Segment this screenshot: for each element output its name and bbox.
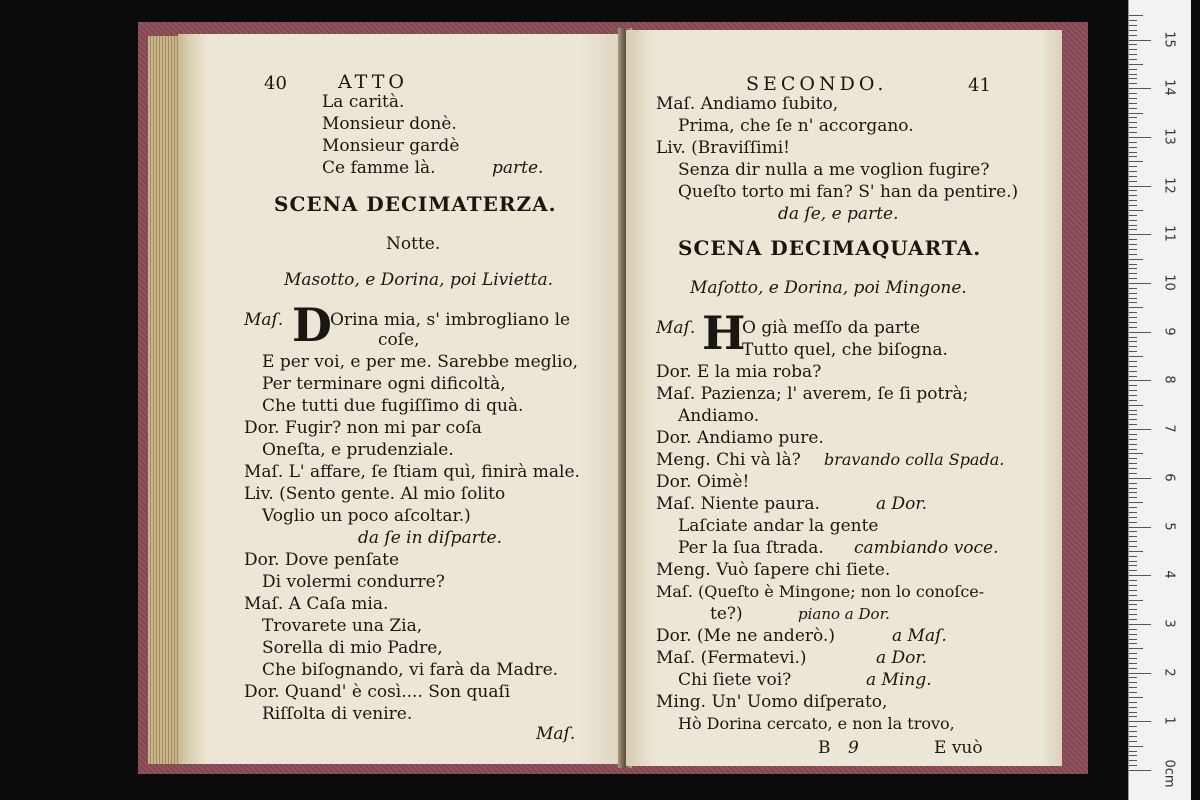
ruler-tick	[1129, 565, 1137, 566]
ruler-tick	[1129, 356, 1143, 357]
ruler-tick	[1129, 264, 1137, 265]
text-line: Che biſognando, vi farà da Madre.	[262, 660, 559, 680]
ruler-tick	[1129, 687, 1137, 688]
text-line: Dor. Quand' è così.... Son quaſi	[244, 682, 511, 702]
text-line: Hò Dorina cercato, e non la trovo,	[678, 714, 955, 733]
text-line: La carità.	[322, 92, 405, 112]
ruler-tick	[1129, 760, 1137, 761]
ruler-tick	[1129, 74, 1137, 75]
ruler-tick	[1129, 517, 1137, 518]
ruler-tick	[1129, 561, 1137, 562]
ruler-tick	[1129, 30, 1137, 31]
page-edges	[148, 36, 180, 764]
text-line: Meng. Vuò ſapere chi ſiete.	[656, 560, 891, 580]
ruler-tick	[1129, 551, 1143, 552]
ruler-tick	[1129, 312, 1137, 313]
ruler-tick	[1129, 609, 1137, 610]
ruler-tick	[1129, 751, 1137, 752]
ruler-tick	[1129, 268, 1137, 269]
text-line: Per terminare ogni dificoltà,	[262, 374, 506, 394]
ruler-tick	[1129, 629, 1137, 630]
ruler-tick	[1129, 380, 1151, 381]
ruler-number: 9	[1161, 327, 1177, 336]
ruler-tick	[1129, 677, 1137, 678]
ruler-tick	[1129, 113, 1143, 114]
ruler-tick	[1129, 726, 1137, 727]
ruler-tick	[1129, 215, 1137, 216]
ruler-tick	[1129, 88, 1151, 89]
ruler-tick	[1129, 176, 1137, 177]
text-line: Queſto torto mi fan? S' han da pentire.)	[678, 182, 1019, 202]
drop-cap: H	[702, 306, 746, 360]
ruler-tick	[1129, 108, 1137, 109]
ruler-tick	[1129, 643, 1137, 644]
ruler-tick	[1129, 302, 1137, 303]
ruler-tick	[1129, 298, 1137, 299]
ruler-tick	[1129, 195, 1137, 196]
stage-direction: a Dor.	[876, 648, 928, 668]
ruler-tick	[1129, 283, 1151, 284]
ruler-tick	[1129, 488, 1137, 489]
scene-note: Notte.	[386, 234, 441, 254]
ruler-tick	[1129, 410, 1137, 411]
ruler-tick	[1129, 721, 1151, 722]
ruler-tick	[1129, 639, 1137, 640]
ruler-tick	[1129, 604, 1137, 605]
ruler-number: 15	[1161, 30, 1177, 48]
ruler-tick	[1129, 332, 1151, 333]
ruler-tick	[1129, 483, 1137, 484]
ruler-tick	[1129, 181, 1137, 182]
ruler-tick	[1129, 741, 1137, 742]
ruler-tick	[1129, 293, 1137, 294]
ruler-tick	[1129, 453, 1143, 454]
ruler-number: 3	[1161, 619, 1177, 628]
ruler-tick	[1129, 288, 1137, 289]
text-line: Dor. E la mia roba?	[656, 362, 822, 382]
text-line: Monsieur donè.	[322, 114, 457, 134]
scene-title: SCENA DECIMATERZA.	[274, 192, 557, 216]
text-line: coſe,	[378, 330, 420, 350]
text-line: Maſ. L' affare, ſe ſtiam quì, finirà male.	[244, 462, 580, 482]
ruler-tick	[1129, 556, 1137, 557]
stage-direction: parte.	[492, 158, 544, 178]
ruler-tick	[1129, 444, 1137, 445]
ruler-tick	[1129, 190, 1137, 191]
ruler-number: 8	[1161, 375, 1177, 385]
ruler-tick	[1129, 478, 1151, 479]
ruler-tick	[1129, 473, 1137, 474]
ruler-tick	[1129, 658, 1137, 659]
ruler-tick	[1129, 755, 1137, 756]
scene-title: SCENA DECIMAQUARTA.	[678, 236, 982, 260]
ruler-tick	[1129, 225, 1137, 226]
ruler-tick	[1129, 69, 1137, 70]
ruler-number: 10	[1161, 274, 1177, 291]
ruler-tick	[1129, 54, 1137, 55]
text-line: Dor. (Me ne anderò.)	[656, 626, 835, 646]
text-line: Riſſolta di venire.	[262, 704, 413, 724]
text-line: Meng. Chi và là?	[656, 450, 801, 470]
ruler-tick	[1129, 98, 1137, 99]
stage-direction: cambiando voce.	[854, 538, 999, 558]
ruler-tick	[1129, 673, 1151, 674]
ruler-tick	[1129, 25, 1137, 26]
ruler-number: 4	[1161, 570, 1177, 579]
text-line: Che tutti due fugiſſimo di quà.	[262, 396, 524, 416]
text-line: Senza dir nulla a me voglion fugire?	[678, 160, 990, 180]
ruler-number: 1	[1161, 716, 1177, 725]
ruler-tick	[1129, 697, 1143, 698]
ruler-tick	[1129, 122, 1137, 123]
ruler-tick	[1129, 449, 1137, 450]
ruler-tick	[1129, 419, 1137, 420]
ruler-tick	[1129, 385, 1137, 386]
ruler-tick	[1129, 536, 1137, 537]
ruler-tick	[1129, 575, 1151, 576]
left-page	[178, 34, 624, 764]
text-line: Sorella di mio Padre,	[262, 638, 443, 658]
speaker: Maſ.	[244, 310, 284, 330]
ruler-tick	[1129, 205, 1137, 206]
ruler-tick	[1129, 132, 1137, 133]
ruler-tick	[1129, 117, 1137, 118]
ruler-number: 7	[1161, 424, 1177, 433]
scene-characters: Masotto, e Dorina, poi Livietta.	[284, 270, 553, 290]
catchword: E vuò	[934, 738, 983, 758]
text-line: Dor. Fugir? non mi par coſa	[244, 418, 482, 438]
stage-direction: a Dor.	[876, 494, 928, 514]
running-head: ATTO	[338, 71, 408, 93]
ruler-tick	[1129, 156, 1137, 157]
signature-mark: 9	[848, 738, 859, 758]
ruler-tick	[1129, 161, 1143, 162]
drop-cap: D	[292, 298, 332, 352]
ruler-tick	[1129, 249, 1137, 250]
running-head: SECONDO.	[746, 73, 888, 95]
ruler-tick	[1129, 278, 1137, 279]
ruler-tick	[1129, 522, 1137, 523]
text-line: Dor. Dove penſate	[244, 550, 400, 570]
ruler-tick	[1129, 142, 1137, 143]
ruler-tick	[1129, 103, 1137, 104]
ruler-tick	[1129, 463, 1137, 464]
ruler-tick	[1129, 634, 1137, 635]
ruler-number: 13	[1161, 128, 1177, 145]
ruler-tick	[1129, 166, 1137, 167]
text-line: Ming. Un' Uomo diſperato,	[656, 692, 888, 712]
ruler-tick	[1129, 259, 1143, 260]
text-line: Maſ. (Fermatevi.)	[656, 648, 807, 668]
ruler-tick	[1129, 229, 1137, 230]
ruler-tick	[1129, 736, 1137, 737]
stage-direction: bravando colla Spada.	[824, 450, 1005, 469]
ruler-tick	[1129, 580, 1137, 581]
ruler-tick	[1129, 765, 1137, 766]
ruler-tick	[1129, 327, 1137, 328]
ruler-tick	[1129, 502, 1143, 503]
ruler-tick	[1129, 273, 1137, 274]
ruler-tick	[1129, 400, 1137, 401]
measuring-ruler	[1128, 0, 1191, 800]
ruler-tick	[1129, 35, 1137, 36]
ruler-tick	[1129, 731, 1137, 732]
ruler-tick	[1129, 200, 1137, 201]
ruler-tick	[1129, 244, 1137, 245]
ruler-tick	[1129, 546, 1137, 547]
text-line: Trovarete una Zia,	[262, 616, 423, 636]
ruler-tick	[1129, 127, 1137, 128]
ruler-tick	[1129, 346, 1137, 347]
ruler-tick	[1129, 83, 1137, 84]
text-line: te?)	[710, 604, 743, 624]
ruler-tick	[1129, 307, 1143, 308]
text-line: Liv. (Sento gente. Al mio ſolito	[244, 484, 506, 504]
text-line: Prima, che ſe n' accorgano.	[678, 116, 914, 136]
ruler-tick	[1129, 585, 1137, 586]
text-line: Oneſta, e prudenziale.	[262, 440, 454, 460]
ruler-tick	[1129, 600, 1143, 601]
ruler-tick	[1129, 44, 1137, 45]
ruler-tick	[1129, 707, 1137, 708]
text-line: Orina mia, s' imbrogliano le	[330, 310, 571, 330]
text-line: Tutto quel, che biſogna.	[742, 340, 948, 360]
speaker: Maſ.	[656, 318, 696, 338]
text-line: Maſ. (Queſto è Mingone; non lo conoſce-	[656, 582, 985, 601]
ruler-tick	[1129, 497, 1137, 498]
stage-direction: a Ming.	[866, 670, 932, 690]
ruler-tick	[1129, 619, 1137, 620]
text-line: Ce famme là.	[322, 158, 436, 178]
ruler-number: 14	[1161, 79, 1177, 96]
text-line: Maſ. Pazienza; l' averem, ſe ſi potrà;	[656, 384, 969, 404]
stage-direction: piano a Dor.	[798, 605, 890, 623]
text-line: Andiamo.	[678, 406, 760, 426]
ruler-tick	[1129, 692, 1137, 693]
ruler-tick	[1129, 376, 1137, 377]
ruler-tick	[1129, 624, 1151, 625]
ruler-tick	[1129, 458, 1137, 459]
text-line: E per voi, e per me. Sarebbe meglio,	[262, 352, 579, 372]
page-number: 41	[968, 75, 991, 96]
ruler-tick	[1129, 93, 1137, 94]
ruler-tick	[1129, 492, 1137, 493]
ruler-tick	[1129, 254, 1137, 255]
ruler-tick	[1129, 49, 1137, 50]
scene-characters: Maſotto, e Dorina, poi Mingone.	[690, 278, 967, 298]
ruler-tick	[1129, 210, 1143, 211]
ruler-number: 2	[1161, 667, 1177, 677]
ruler-tick	[1129, 171, 1137, 172]
ruler-tick	[1129, 570, 1137, 571]
ruler-tick	[1129, 40, 1151, 41]
ruler-tick	[1129, 186, 1151, 187]
ruler-tick	[1129, 147, 1137, 148]
ruler-tick	[1129, 668, 1137, 669]
ruler-tick	[1129, 653, 1137, 654]
stage-direction: da ſe in diſparte.	[358, 528, 503, 548]
catchword: Maſ.	[536, 724, 576, 744]
text-line: Voglio un poco aſcoltar.)	[262, 506, 471, 526]
text-line: Di volermi condurre?	[262, 572, 445, 592]
ruler-tick	[1129, 15, 1143, 16]
ruler-tick	[1129, 414, 1137, 415]
text-line: Dor. Andiamo pure.	[656, 428, 824, 448]
ruler-tick	[1129, 351, 1137, 352]
ruler-tick	[1129, 152, 1137, 153]
ruler-tick	[1129, 390, 1137, 391]
ruler-tick	[1129, 317, 1137, 318]
ruler-tick	[1129, 64, 1143, 65]
right-page	[626, 30, 1062, 766]
ruler-tick	[1129, 405, 1143, 406]
ruler-tick	[1129, 424, 1137, 425]
ruler-number: 6	[1161, 473, 1177, 482]
ruler-tick	[1129, 716, 1137, 717]
ruler-tick	[1129, 137, 1151, 138]
text-line: O già meſſo da parte	[742, 318, 921, 338]
text-line: Chi ſiete voi?	[678, 670, 792, 690]
ruler-tick	[1129, 361, 1137, 362]
ruler-tick	[1129, 541, 1137, 542]
text-line: Dor. Oimè!	[656, 472, 750, 492]
stage-direction: da ſe, e parte.	[778, 204, 899, 224]
text-line: Maſ. Niente paura.	[656, 494, 820, 514]
ruler-tick	[1129, 20, 1137, 21]
ruler-tick	[1129, 220, 1137, 221]
ruler-tick	[1129, 770, 1151, 771]
ruler-tick	[1129, 648, 1143, 649]
ruler-tick	[1129, 366, 1137, 367]
page-number: 40	[264, 73, 287, 94]
ruler-tick	[1129, 663, 1137, 664]
ruler-tick	[1129, 341, 1137, 342]
ruler-tick	[1129, 468, 1137, 469]
ruler-tick	[1129, 239, 1137, 240]
stage-direction: a Maſ.	[892, 626, 947, 646]
text-line: Liv. (Braviſſimi!	[656, 138, 790, 158]
ruler-tick	[1129, 512, 1137, 513]
text-line: Maſ. Andiamo ſubito,	[656, 94, 839, 114]
text-line: Maſ. A Caſa mia.	[244, 594, 389, 614]
ruler-tick	[1129, 337, 1137, 338]
ruler-tick	[1129, 531, 1137, 532]
text-line: Per la ſua ſtrada.	[678, 538, 824, 558]
ruler-number: 0cm	[1161, 759, 1177, 788]
ruler-tick	[1129, 234, 1151, 235]
signature-mark: B	[818, 738, 831, 758]
ruler-tick	[1129, 702, 1137, 703]
ruler-tick	[1129, 439, 1137, 440]
ruler-tick	[1129, 395, 1137, 396]
ruler-tick	[1129, 682, 1137, 683]
ruler-tick	[1129, 322, 1137, 323]
ruler-tick	[1129, 429, 1151, 430]
ruler-tick	[1129, 507, 1137, 508]
ruler-tick	[1129, 434, 1137, 435]
ruler-tick	[1129, 59, 1137, 60]
ruler-tick	[1129, 614, 1137, 615]
ruler-number: 12	[1161, 176, 1177, 194]
ruler-tick	[1129, 371, 1137, 372]
text-line: Monsieur gardè	[322, 136, 460, 156]
ruler-tick	[1129, 590, 1137, 591]
ruler-tick	[1129, 595, 1137, 596]
text-line: Laſciate andar la gente	[678, 516, 879, 536]
ruler-tick	[1129, 78, 1137, 79]
ruler-number: 11	[1161, 225, 1177, 243]
ruler-tick	[1129, 746, 1143, 747]
ruler-number: 5	[1161, 521, 1177, 531]
ruler-tick	[1129, 527, 1151, 528]
ruler-tick	[1129, 712, 1137, 713]
